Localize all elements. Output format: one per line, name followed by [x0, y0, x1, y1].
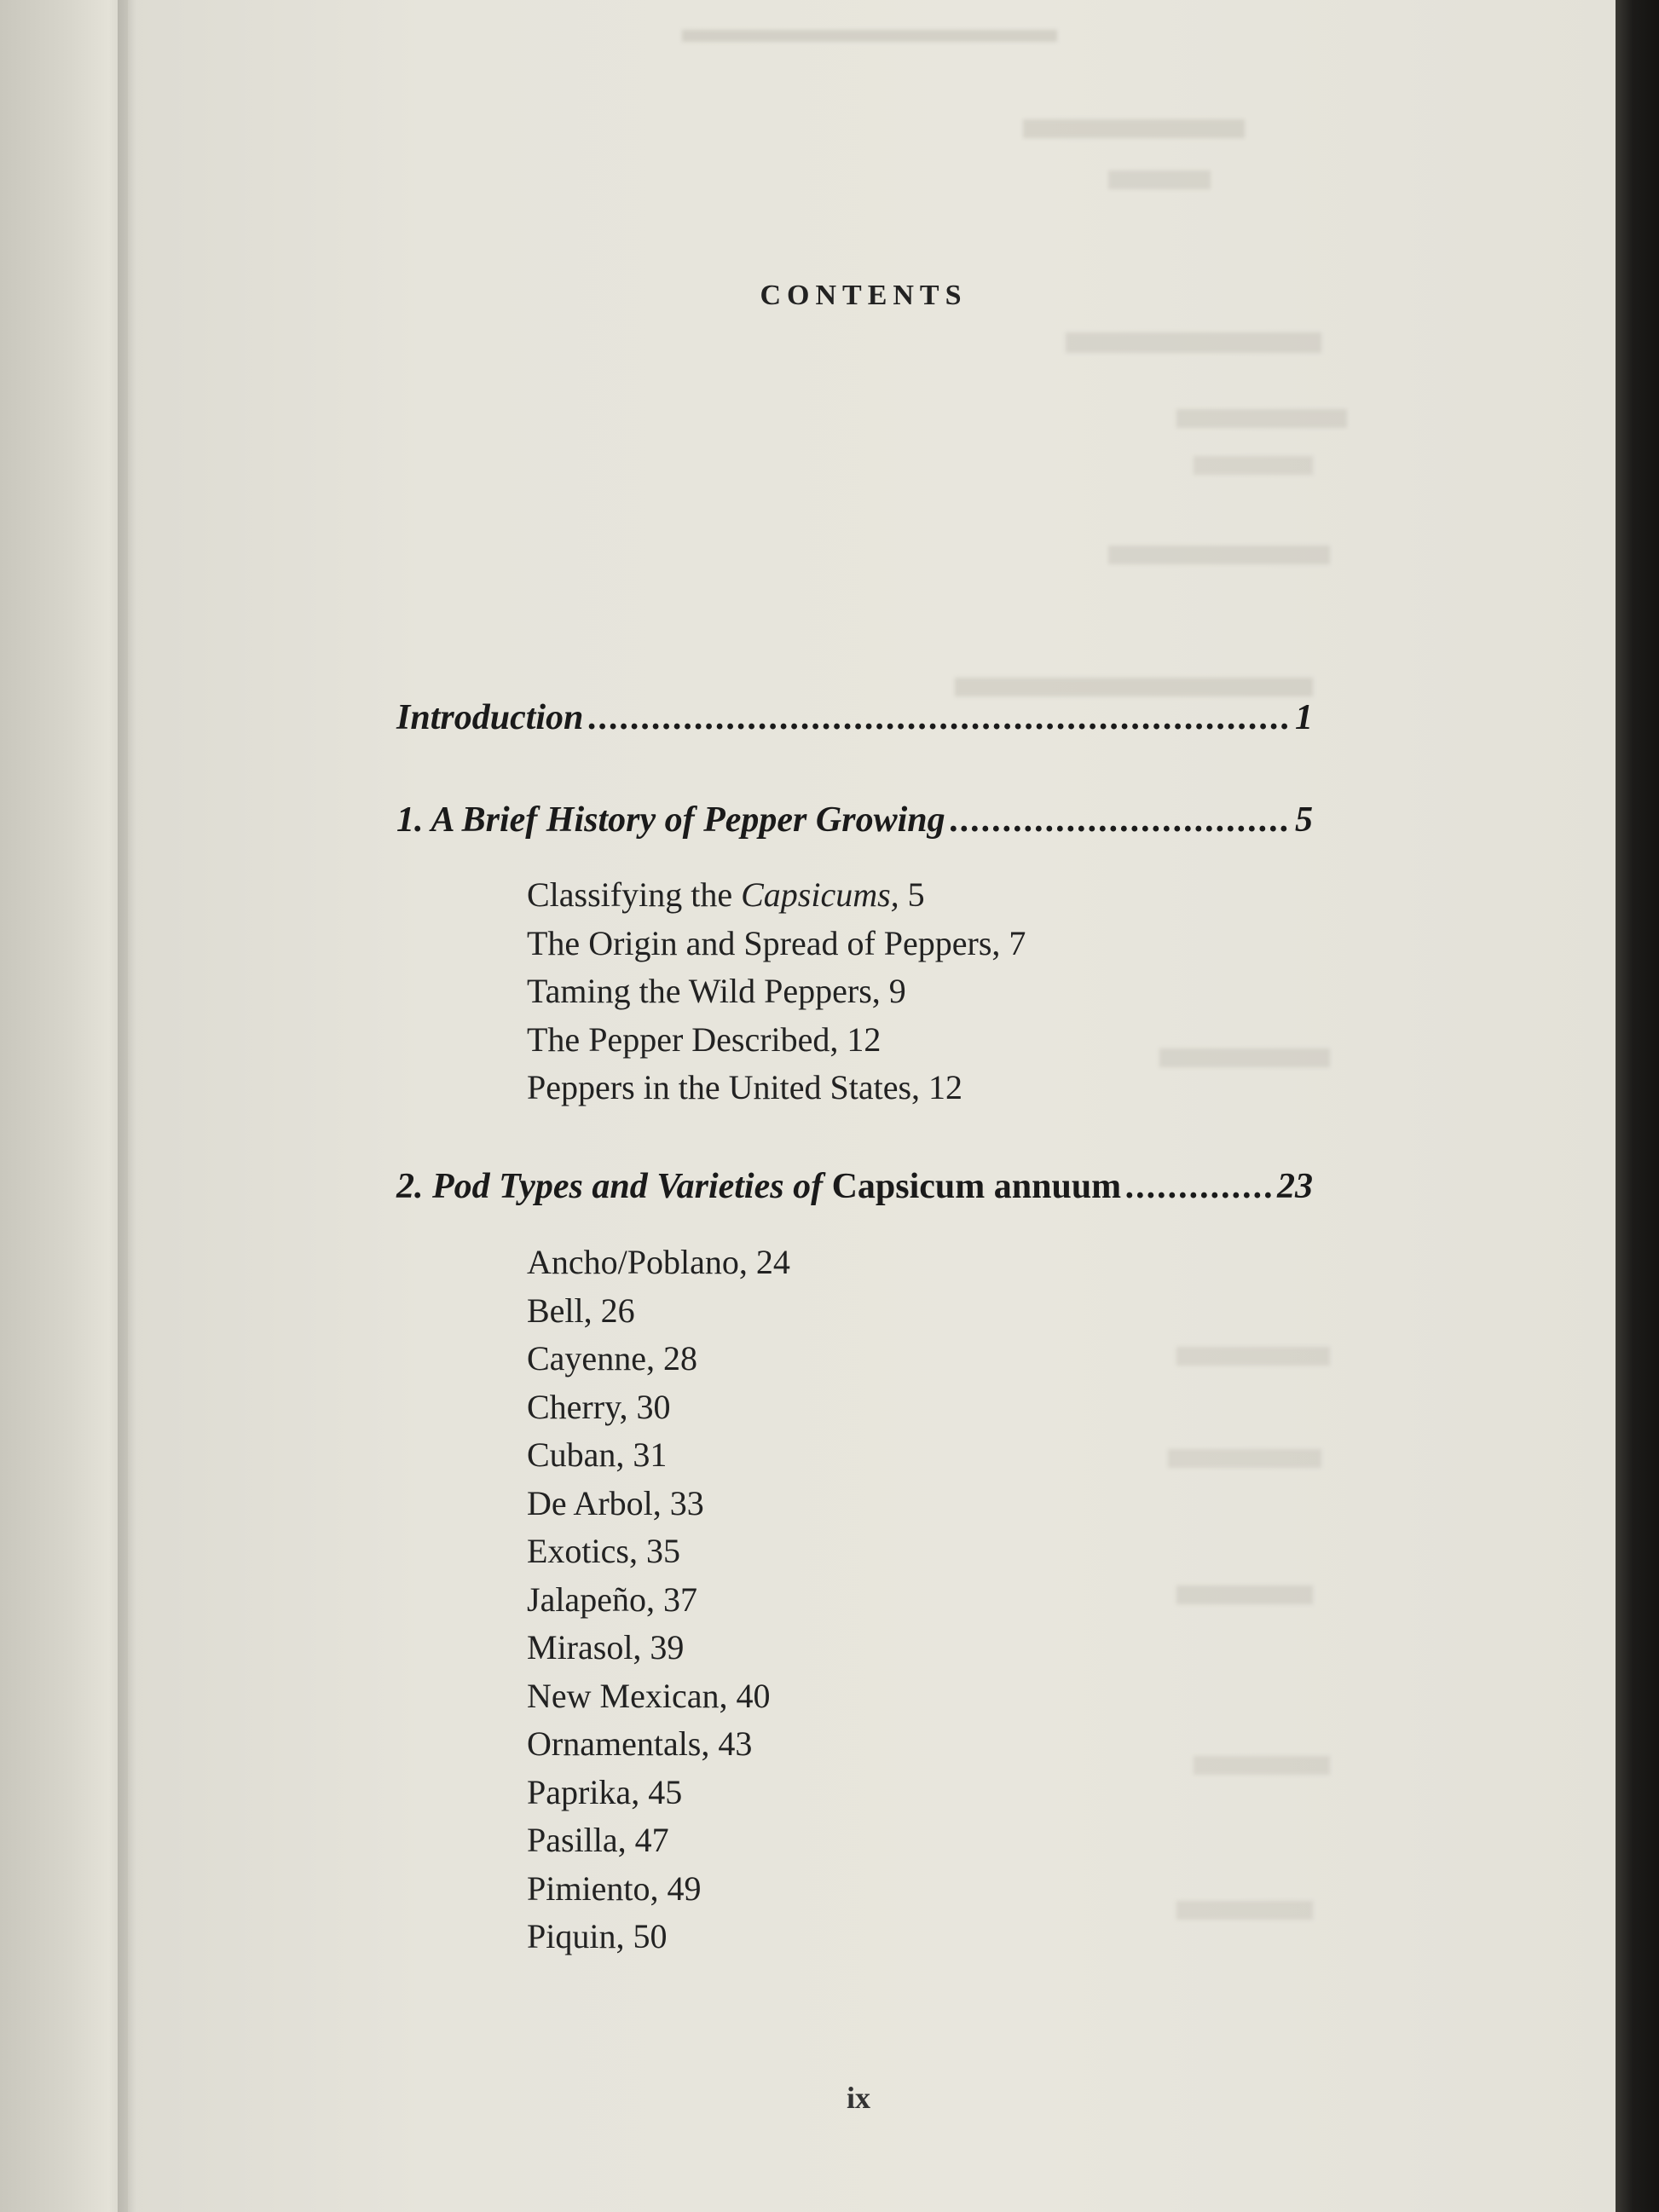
toc-entry-introduction — [396, 697, 1313, 738]
toc-entry-page: 1 — [1295, 698, 1313, 737]
section-item: Jalapeño, 37 — [527, 1580, 697, 1619]
chapter-2-sections — [527, 1239, 790, 1961]
toc-entry-title — [396, 1166, 1121, 1207]
facing-page-edge — [0, 0, 128, 2212]
section-item: Pasilla, 47 — [527, 1821, 669, 1859]
section-page: 5 — [899, 875, 925, 914]
section-item: Mirasol, 39 — [527, 1628, 685, 1666]
section-item: Exotics, 35 — [527, 1532, 680, 1570]
toc-entry-page: 5 — [1295, 800, 1313, 840]
page-number: ix — [847, 2081, 871, 2115]
toc-entry-title: 1. A Brief History of Pepper Growing — [396, 800, 945, 840]
dot-leader — [588, 697, 1290, 738]
toc-entry-title: Introduction — [396, 698, 584, 737]
section-item: Bell, 26 — [527, 1291, 635, 1330]
toc-entry-title-italic: 2. Pod Types and Varieties of — [396, 1167, 832, 1206]
dot-leader — [951, 800, 1290, 840]
section-text-italic: Capsicums, — [741, 875, 899, 914]
section-item: Cherry, 30 — [527, 1387, 671, 1426]
section-item: Cayenne, 28 — [527, 1339, 697, 1377]
section-item: Ancho/Poblano, 24 — [527, 1243, 790, 1281]
section-item: Cuban, 31 — [527, 1435, 668, 1474]
section-item: New Mexican, 40 — [527, 1676, 771, 1715]
chapter-1-sections — [527, 871, 1026, 1112]
section-item: De Arbol, 33 — [527, 1483, 704, 1522]
page-gutter-shadow — [118, 0, 136, 2212]
section-item: Peppers in the United States, 12 — [527, 1068, 963, 1106]
contents-heading: CONTENTS — [760, 280, 968, 311]
section-item: Taming the Wild Peppers, 9 — [527, 972, 906, 1010]
section-item: The Pepper Described, 12 — [527, 1019, 882, 1059]
section-text: Classifying the — [527, 875, 742, 914]
section-item: Pimiento, 49 — [527, 1868, 702, 1908]
section-item: The Origin and Spread of Peppers, 7 — [527, 923, 1026, 962]
section-item — [527, 871, 1026, 920]
dark-background — [1616, 0, 1659, 2212]
section-item: Ornamentals, 43 — [527, 1724, 753, 1763]
section-item: Paprika, 45 — [527, 1772, 683, 1811]
toc-entry-chapter-2 — [396, 1166, 1313, 1207]
toc-entry-chapter-1 — [396, 800, 1313, 840]
section-item: Piquin, 50 — [527, 1917, 668, 1955]
toc-entry-title-upright: Capsicum annuum — [831, 1167, 1122, 1206]
toc-entry-page: 23 — [1277, 1167, 1313, 1206]
dot-leader — [1126, 1166, 1272, 1207]
